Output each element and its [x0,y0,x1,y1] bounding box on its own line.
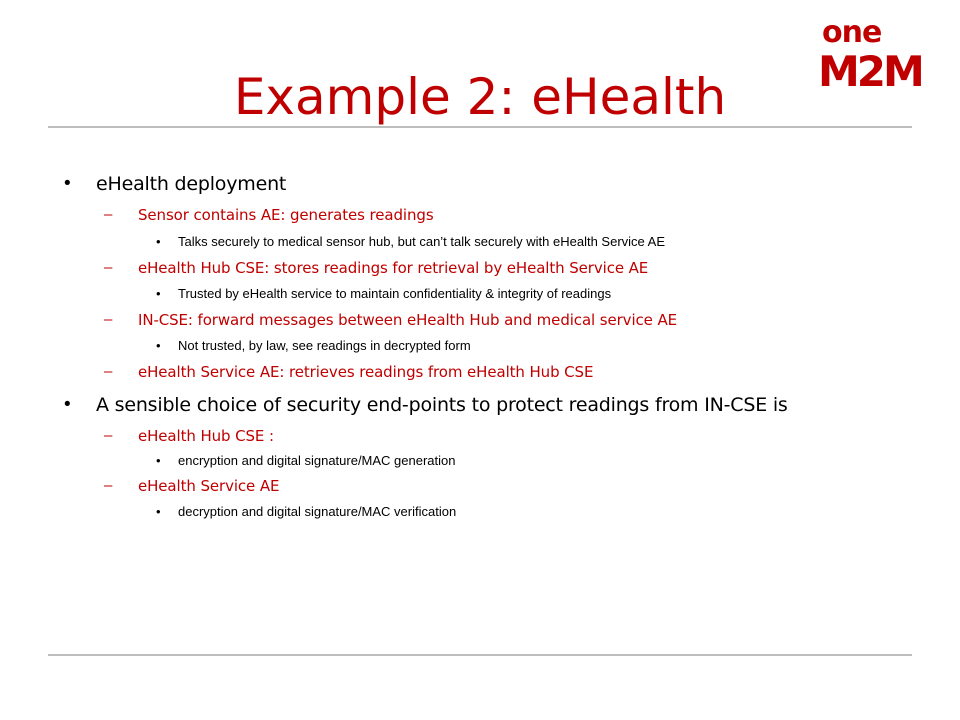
bullet-marker: • [156,338,161,353]
bullet-marker: • [156,504,161,519]
bullet-marker: – [104,206,113,223]
bullet-marker: – [104,311,113,328]
bullet-text: eHealth Hub CSE: stores readings for retrieval by eHealth Service AE [138,259,649,277]
bullet-text: decryption and digital signature/MAC verification [178,504,457,519]
top-divider [48,126,912,128]
bullet-text: IN-CSE: forward messages between eHealth Hub and medical service AE [138,311,678,329]
bullet-marker: – [104,477,113,494]
slide-title: Example 2: eHealth [233,68,727,126]
bullet-text: Not trusted, by law, see readings in decrypted form [178,338,471,353]
bullet-marker: – [104,363,113,380]
bullet-text: eHealth Service AE [138,477,280,495]
bullet-marker: • [64,173,71,194]
bullet-text: eHealth Hub CSE : [138,427,274,445]
bullet-marker: – [104,427,113,444]
bullet-text: eHealth Service AE: retrieves readings from eHealth Hub CSE [138,363,594,381]
bullet-text: encryption and digital signature/MAC generation [178,453,456,468]
bullet-marker: • [64,394,71,415]
bullet-text: Talks securely to medical sensor hub, but can’t talk securely with eHealth Service AE [178,234,666,249]
svg-text:one: one [822,15,882,50]
bullet-marker: • [156,286,161,301]
bullet-marker: • [156,453,161,468]
bottom-divider [48,654,912,656]
bullet-text: eHealth deployment [96,173,287,195]
bullet-text: Sensor contains AE: generates readings [138,206,434,224]
bullet-text: A sensible choice of security end-points to protect readings from IN-CSE is [96,394,788,416]
bullet-marker: • [156,234,161,249]
svg-text:M2M: M2M [818,47,922,94]
bullet-marker: – [104,259,113,276]
bullet-text: Trusted by eHealth service to maintain confidentiality & integrity of readings [178,286,612,301]
